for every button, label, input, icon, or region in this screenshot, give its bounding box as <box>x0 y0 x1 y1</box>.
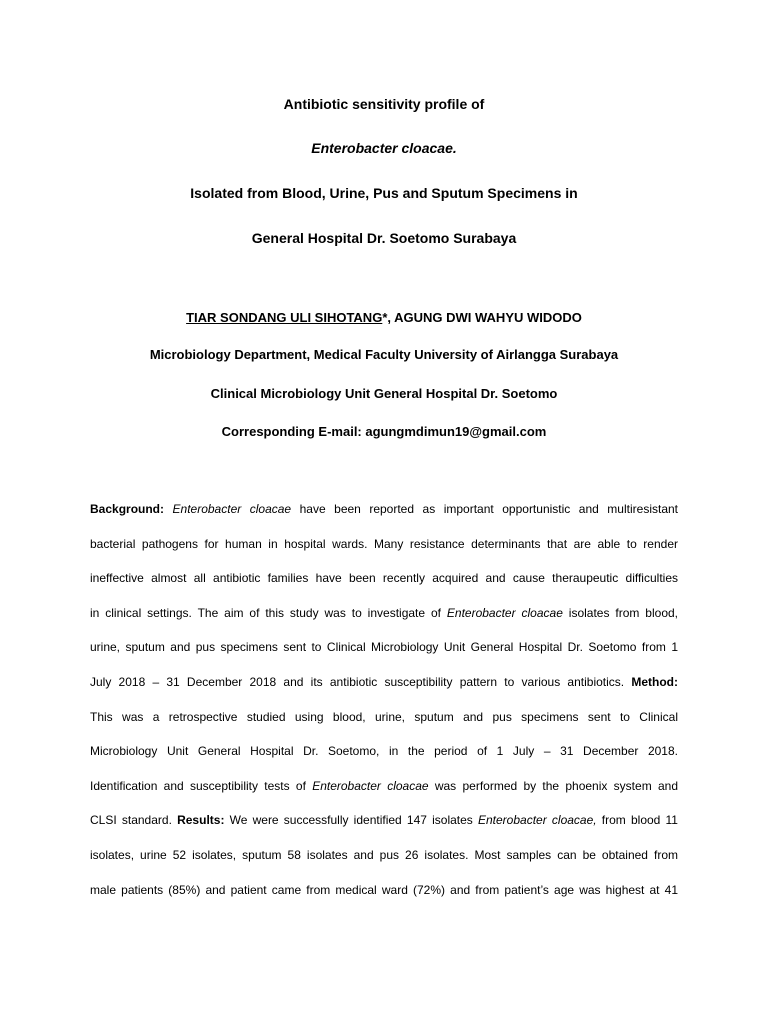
abstract-line: isolates, urine 52 isolates, sputum 58 isolates and pus 26 isolates. Most samples can be obtained from <box>90 847 678 862</box>
abstract-line <box>90 803 678 838</box>
abstract-line: bacterial pathogens for human in hospital wards. Many resistance determinants that are able to render <box>90 536 678 551</box>
organism-name: Enterobacter cloacae <box>446 605 563 620</box>
abstract-text: Identification and susceptibility tests of <box>90 778 313 793</box>
title-line-2-organism: Enterobacter cloacae. <box>311 140 457 156</box>
abstract-body <box>90 492 678 907</box>
abstract-text: have been reported as important opportunistic and multiresistant <box>291 502 678 516</box>
abstract-line <box>90 596 678 631</box>
corresponding-email: Corresponding E-mail: agungmdimun19@gmail.com <box>221 424 547 439</box>
title-line-3: Isolated from Blood, Urine, Pus and Sputum Specimens in <box>190 185 578 201</box>
method-label: Method: <box>631 674 678 689</box>
abstract-line <box>90 492 678 527</box>
abstract-text: from blood 11 <box>596 813 678 828</box>
abstract-line: This was a retrospective studied using blood, urine, sputum and pus specimens sent to Clinical <box>90 709 678 724</box>
title-line-1: Antibiotic sensitivity profile of <box>283 96 485 112</box>
title-line-4: General Hospital Dr. Soetomo Surabaya <box>251 230 517 246</box>
first-author: TIAR SONDANG ULI SIHOTANG <box>186 310 383 325</box>
results-label: Results: <box>177 813 225 828</box>
organism-name: Enterobacter cloacae, <box>478 813 597 828</box>
author-line <box>0 310 768 325</box>
abstract-text: was performed by the phoenix system and <box>428 778 678 793</box>
abstract-text: We were successfully identified 147 isolates <box>224 813 478 828</box>
abstract-line: male patients (85%) and patient came from medical ward (72%) and from patient’s age was highest at 41 <box>90 882 678 897</box>
abstract-line <box>90 665 678 700</box>
abstract-line: Microbiology Unit General Hospital Dr. Soetomo, in the period of 1 July – 31 December 2018. <box>90 744 678 759</box>
background-label: Background: <box>90 502 165 516</box>
organism-name: Enterobacter cloacae <box>172 502 292 516</box>
abstract-line: ineffective almost all antibiotic families have been recently acquired and cause theraupeutic difficulties <box>90 571 678 586</box>
abstract-text: CLSI standard. <box>90 813 178 828</box>
affiliation-line-2: Clinical Microbiology Unit General Hospital Dr. Soetomo <box>210 386 558 401</box>
other-authors: *, AGUNG DWI WAHYU WIDODO <box>382 310 582 325</box>
abstract-text: in clinical settings. The aim of this study was to investigate of <box>90 605 447 620</box>
organism-name: Enterobacter cloacae <box>312 778 429 793</box>
abstract-text: July 2018 – 31 December 2018 and its antibiotic susceptibility pattern to various antibiotics. <box>90 674 632 689</box>
abstract-text: isolates from blood, <box>562 605 678 620</box>
affiliation-line-1: Microbiology Department, Medical Faculty University of Airlangga Surabaya <box>149 347 619 362</box>
abstract-line: urine, sputum and pus specimens sent to Clinical Microbiology Unit General Hospital Dr. Soetomo from 1 <box>90 640 678 655</box>
abstract-line <box>90 769 678 804</box>
